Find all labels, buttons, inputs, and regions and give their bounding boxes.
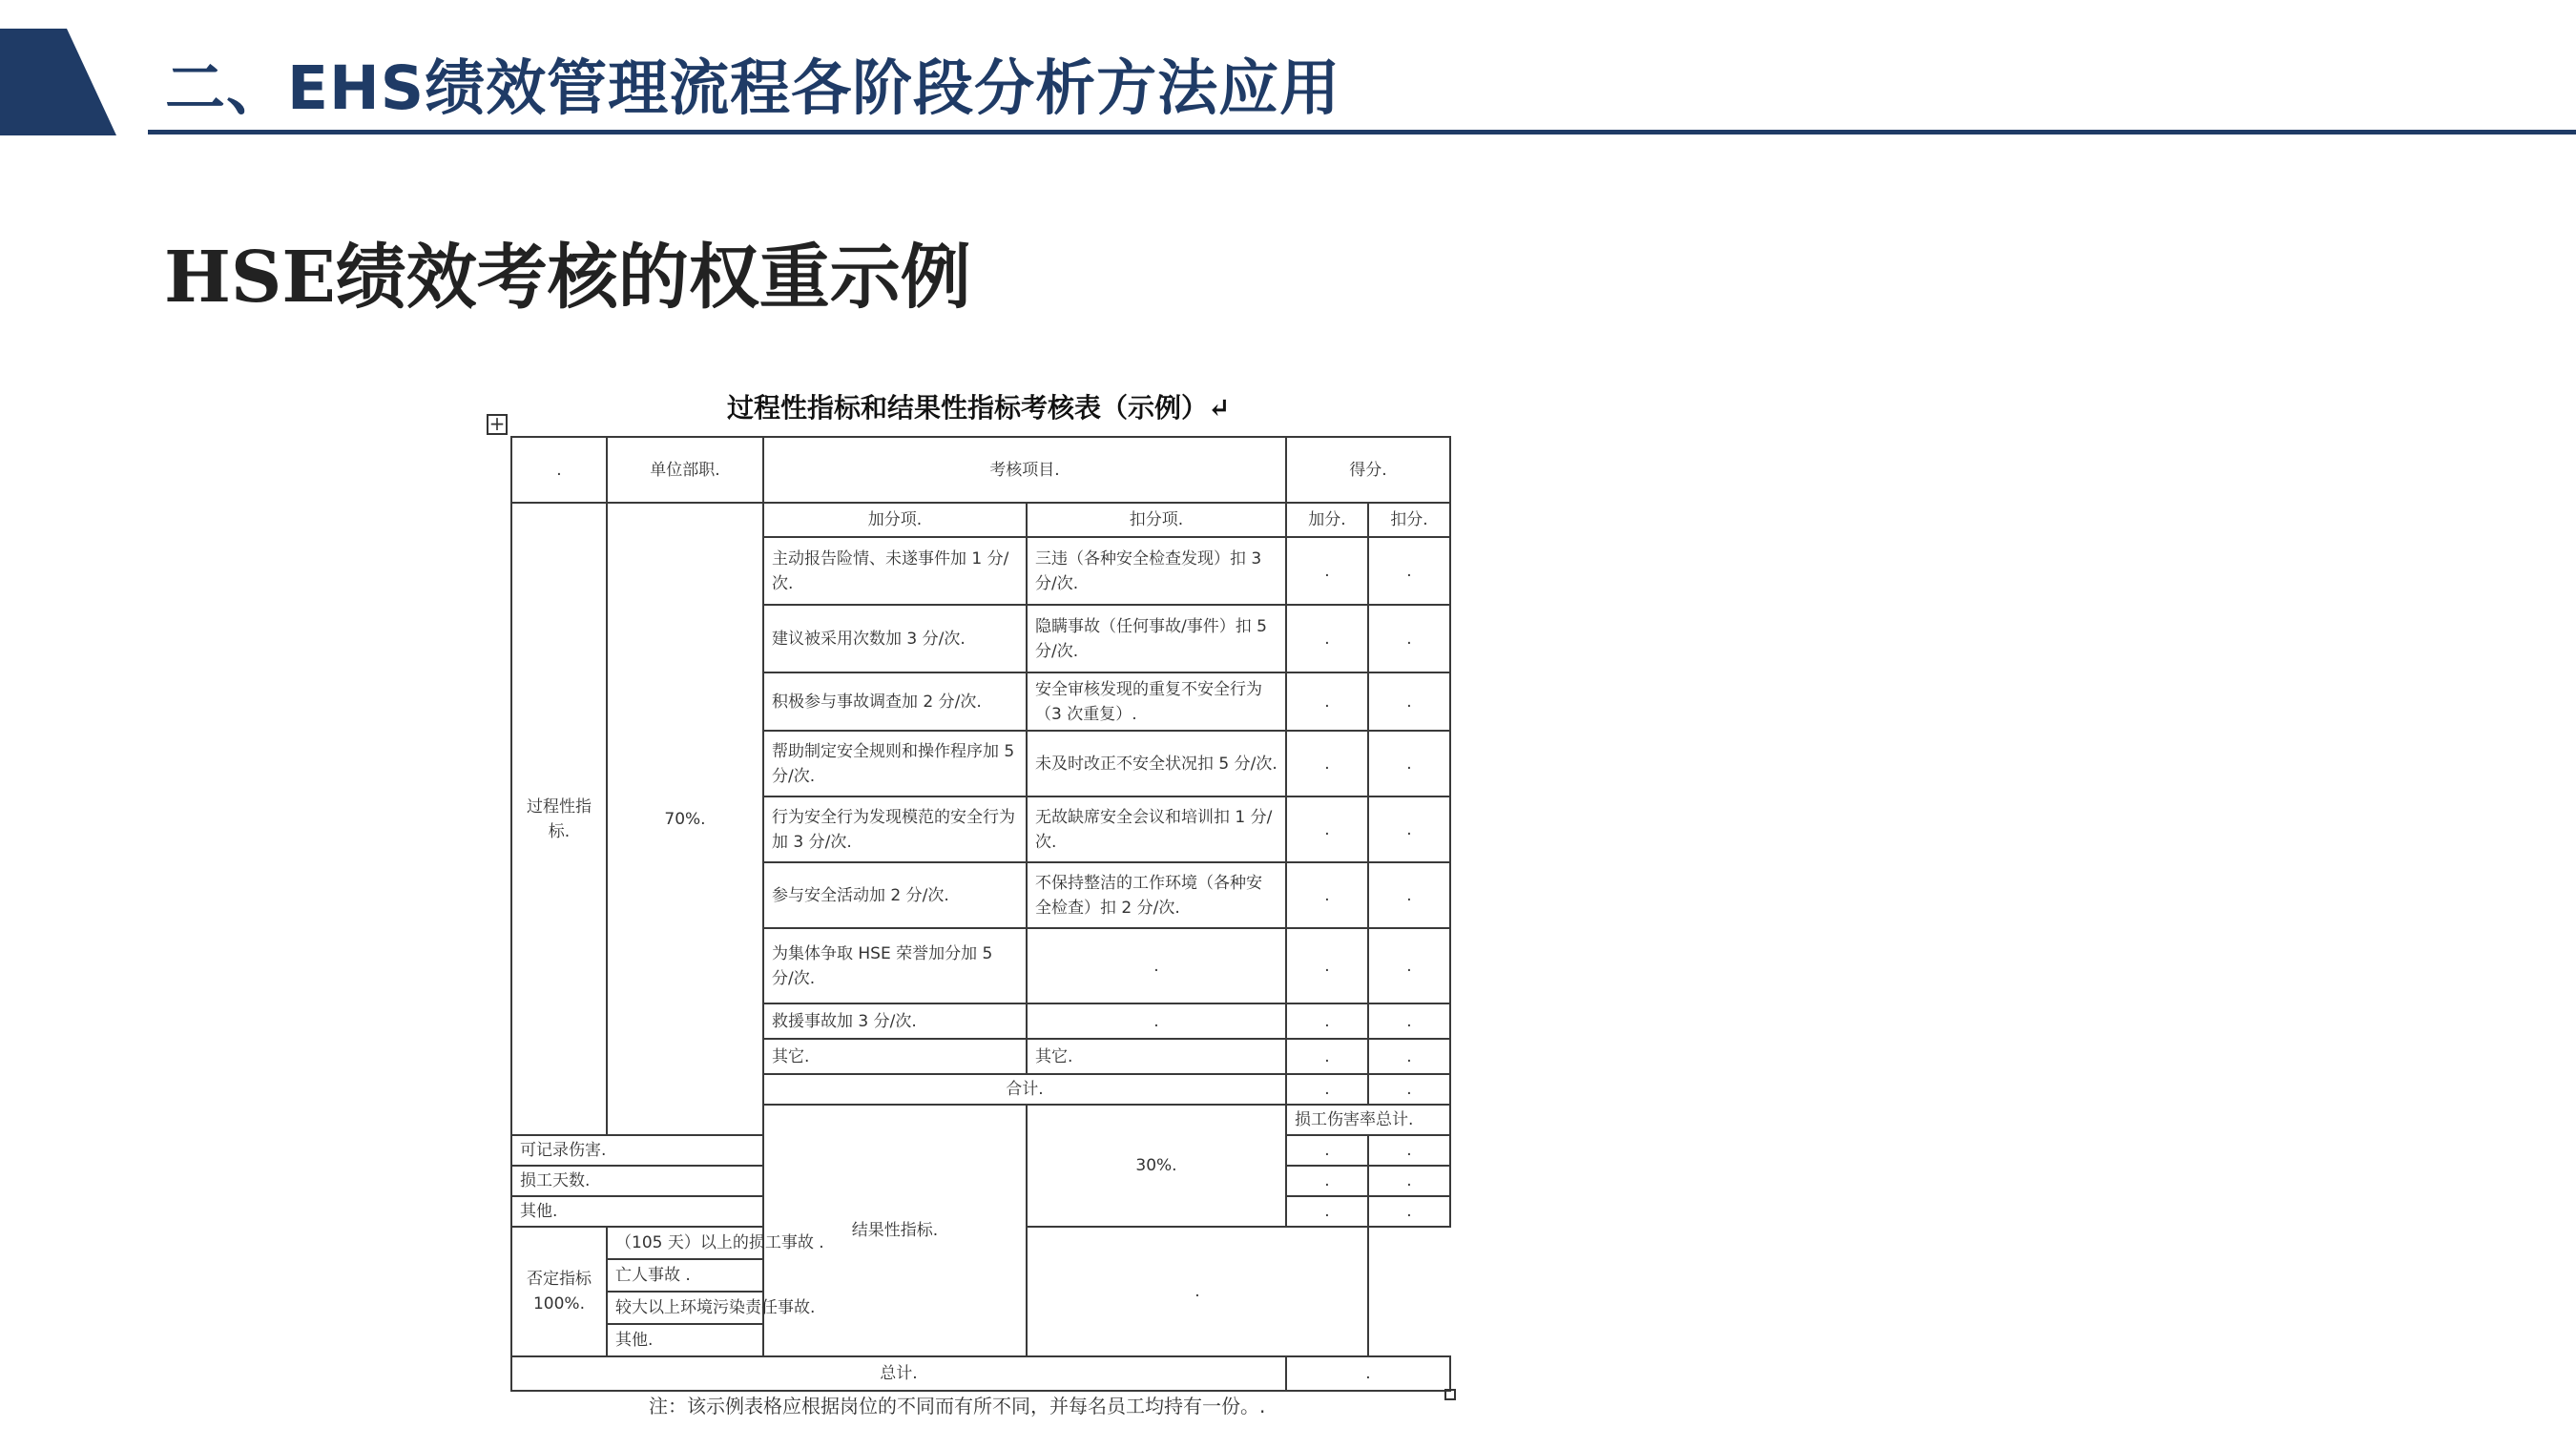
header-divider — [148, 130, 2576, 134]
score-cell: . — [1286, 1074, 1368, 1105]
slide-subtitle: HSE绩效考核的权重示例 — [164, 237, 971, 319]
page-header-title: 二、EHS绩效管理流程各阶段分析方法应用 — [165, 53, 1341, 123]
result-item: 其他. — [511, 1196, 763, 1227]
veto-indicator-label: 否定指标 100%. — [511, 1227, 607, 1356]
score-cell: . — [1286, 1166, 1368, 1196]
score-cell: . — [1368, 1039, 1450, 1074]
process-indicator-label: 过程性指标. — [511, 503, 607, 1135]
add-item: 积极参与事故调查加 2 分/次. — [763, 672, 1027, 731]
score-cell: . — [1286, 731, 1368, 796]
deduct-items-header: 扣分项. — [1027, 503, 1286, 537]
score-cell: . — [1286, 928, 1368, 1003]
deduct-item: 其它. — [1027, 1039, 1286, 1074]
score-deduct-header: 扣分. — [1368, 503, 1450, 537]
add-item: 为集体争取 HSE 荣誉加分加 5 分/次. — [763, 928, 1027, 1003]
result-weight: 30%. — [1027, 1105, 1286, 1227]
add-items-header: 加分项. — [763, 503, 1027, 537]
score-cell: . — [1368, 796, 1450, 862]
score-cell: . — [1368, 672, 1450, 731]
header-cell-unit: 单位部职. — [607, 437, 763, 503]
add-item: 救援事故加 3 分/次. — [763, 1003, 1027, 1039]
score-cell: . — [1286, 1135, 1368, 1166]
deduct-item: 隐瞒事故（任何事故/事件）扣 5 分/次. — [1027, 605, 1286, 672]
result-item: 损工天数. — [511, 1166, 763, 1196]
score-cell: . — [1368, 1003, 1450, 1039]
deduct-item: 三违（各种安全检查发现）扣 3 分/次. — [1027, 537, 1286, 605]
veto-score-cell: . — [1027, 1227, 1368, 1356]
table-caption: 过程性指标和结果性指标考核表（示例）↵ — [727, 392, 1231, 424]
table-resize-handle-icon[interactable] — [1444, 1389, 1456, 1400]
add-item: 帮助制定安全规则和操作程序加 5 分/次. — [763, 731, 1027, 796]
deduct-item: 安全审核发现的重复不安全行为（3 次重复）. — [1027, 672, 1286, 731]
score-add-header: 加分. — [1286, 503, 1368, 537]
score-cell: . — [1286, 1003, 1368, 1039]
score-cell: . — [1286, 537, 1368, 605]
score-cell: . — [1286, 605, 1368, 672]
deduct-item: . — [1027, 1003, 1286, 1039]
veto-item: 其他. — [607, 1324, 1027, 1356]
veto-item: 较大以上环境污染责任事故. — [607, 1292, 1027, 1324]
score-cell: . — [1368, 1166, 1450, 1196]
score-cell: . — [1286, 672, 1368, 731]
table-row — [511, 1227, 1450, 1259]
veto-item: 亡人事故 . — [607, 1259, 1027, 1292]
score-cell: . — [1368, 731, 1450, 796]
subtotal-label: 合计. — [763, 1074, 1286, 1105]
score-cell: . — [1286, 862, 1368, 928]
corner-accent — [0, 0, 119, 135]
score-cell: . — [1286, 1039, 1368, 1074]
total-label: 总计. — [511, 1356, 1286, 1391]
add-item: 建议被采用次数加 3 分/次. — [763, 605, 1027, 672]
add-item: 参与安全活动加 2 分/次. — [763, 862, 1027, 928]
result-item: 损工伤害率总计. — [1286, 1105, 1450, 1135]
table-footnote: 注：该示例表格应根据岗位的不同而有所不同，并每名员工均持有一份。. — [649, 1395, 1266, 1417]
add-item: 行为安全行为发现模范的安全行为加 3 分/次. — [763, 796, 1027, 862]
process-weight: 70%. — [607, 503, 763, 1135]
score-cell: . — [1286, 796, 1368, 862]
header-cell-blank: . — [511, 437, 607, 503]
total-row — [511, 1356, 1450, 1391]
evaluation-table — [510, 436, 1451, 1392]
result-indicator-label: 结果性指标. — [763, 1105, 1027, 1356]
score-cell: . — [1368, 1074, 1450, 1105]
header-cell-score: 得分. — [1286, 437, 1450, 503]
score-cell: . — [1368, 605, 1450, 672]
score-cell: . — [1368, 928, 1450, 1003]
table-move-handle-icon[interactable]: + — [487, 414, 508, 435]
header-cell-items: 考核项目. — [763, 437, 1286, 503]
score-cell: . — [1368, 1135, 1450, 1166]
deduct-item: 无故缺席安全会议和培训扣 1 分/次. — [1027, 796, 1286, 862]
result-item: 可记录伤害. — [511, 1135, 763, 1166]
veto-item: （105 天）以上的损工事故 . — [607, 1227, 1027, 1259]
score-cell: . — [1286, 1196, 1368, 1227]
deduct-item: 不保持整洁的工作环境（各种安全检查）扣 2 分/次. — [1027, 862, 1286, 928]
table-header-row — [511, 437, 1450, 503]
table-subheader-row — [511, 503, 1450, 537]
add-item: 主动报告险情、未遂事件加 1 分/次. — [763, 537, 1027, 605]
score-cell: . — [1368, 862, 1450, 928]
deduct-item: . — [1027, 928, 1286, 1003]
total-score: . — [1286, 1356, 1450, 1391]
score-cell: . — [1368, 537, 1450, 605]
score-cell: . — [1368, 1196, 1450, 1227]
deduct-item: 未及时改正不安全状况扣 5 分/次. — [1027, 731, 1286, 796]
add-item: 其它. — [763, 1039, 1027, 1074]
